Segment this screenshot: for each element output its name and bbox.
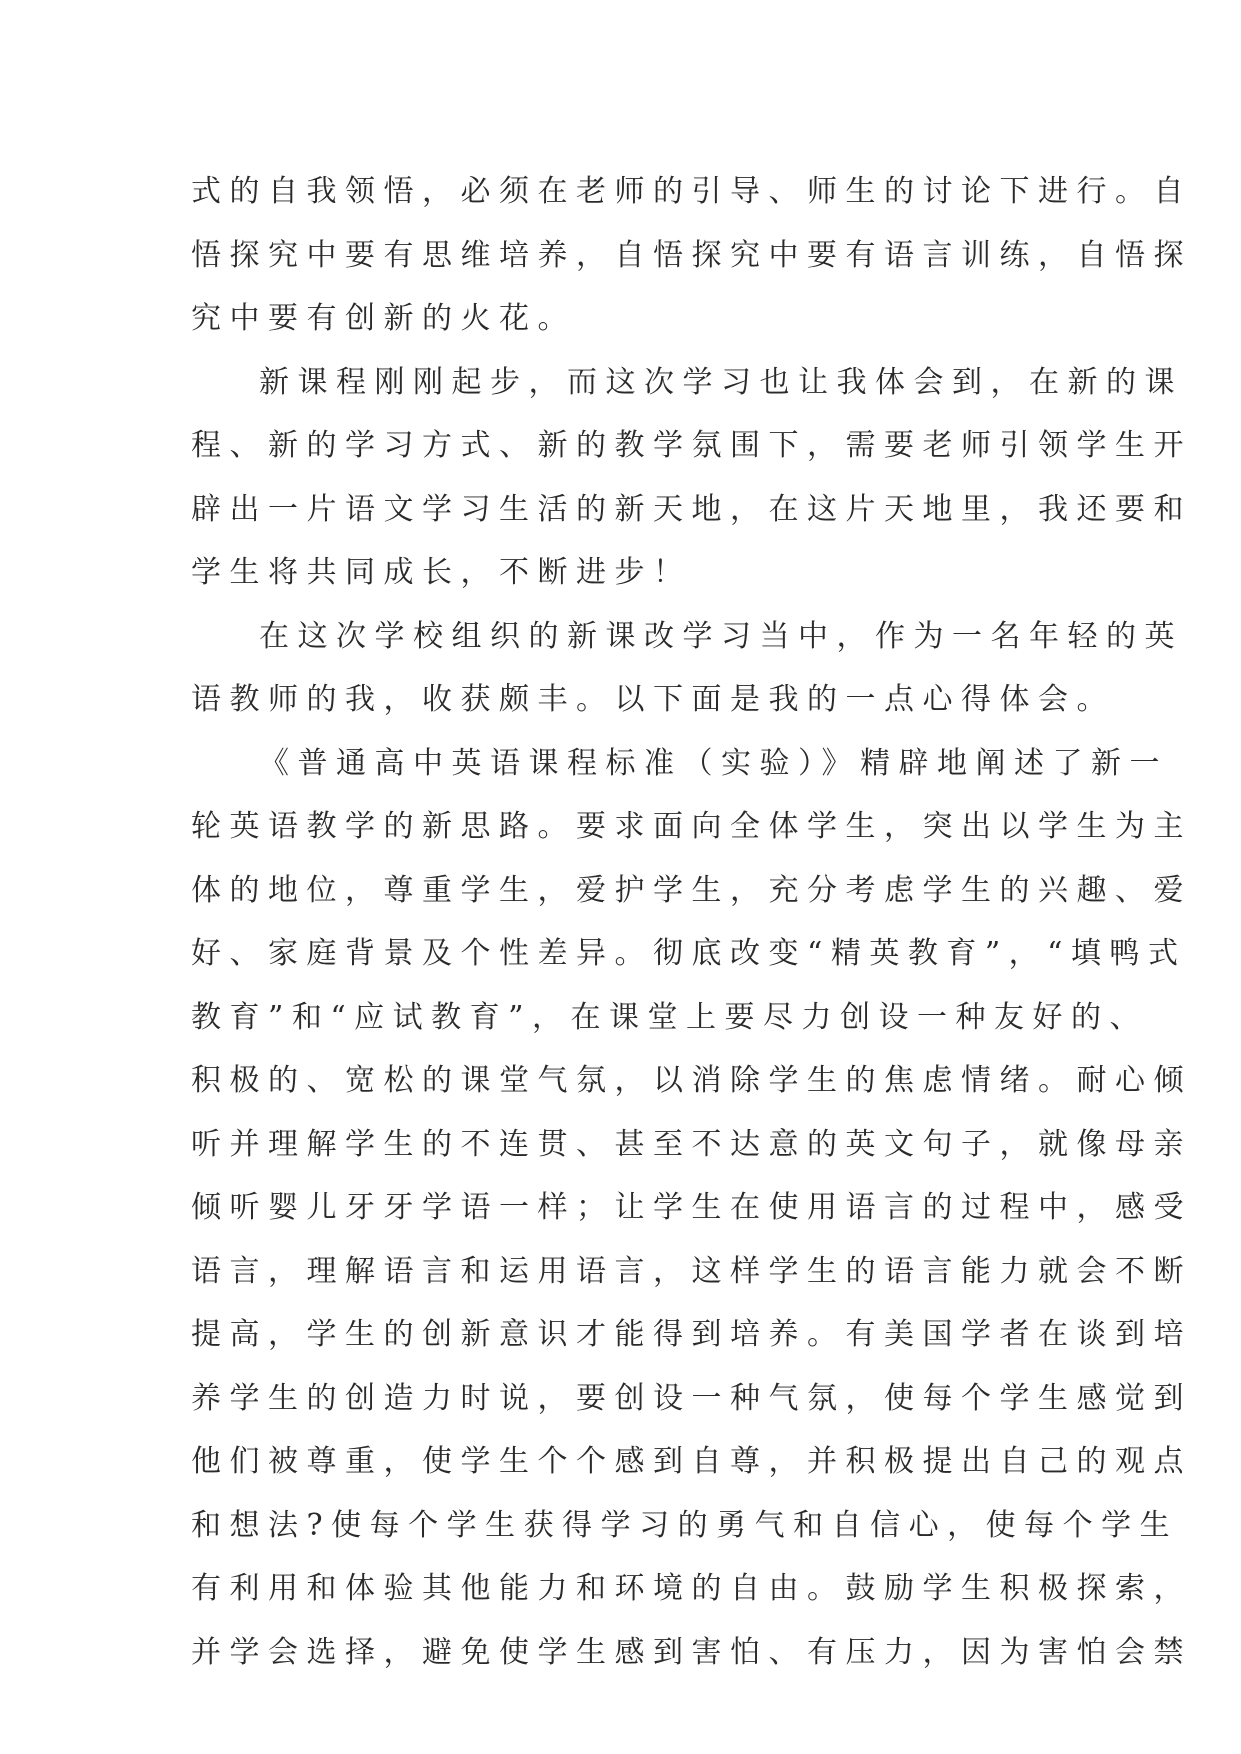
text-line: 式的自我领悟，必须在老师的引导、师生的讨论下进行。自 (191, 174, 1192, 209)
text-line: 积极的、宽松的课堂气氛，以消除学生的焦虑情绪。耐心倾 (191, 1063, 1192, 1098)
document-body (191, 160, 1192, 1684)
text-line: 好、家庭背景及个性差异。彻底改变“精英教育”，“填鸭式 (191, 936, 1187, 971)
paragraph-start-line: 在这次学校组织的新课改学习当中，作为一名年轻的英 (259, 618, 1183, 654)
text-line: 教育”和“应试教育”，在课堂上要尽力创设一种友好的、 (191, 999, 1149, 1035)
text-line: 悟探究中要有思维培养，自悟探究中要有语言训练，自悟探 (191, 237, 1192, 273)
text-line: 语言，理解语言和运用语言，这样学生的语言能力就会不断 (191, 1253, 1192, 1289)
paragraph-start-line: 新课程刚刚起步，而这次学习也让我体会到，在新的课 (259, 364, 1183, 400)
text-line: 他们被尊重，使学生个个感到自尊，并积极提出自己的观点 (191, 1444, 1192, 1479)
text-line: 程、新的学习方式、新的教学氛围下，需要老师引领学生开 (191, 428, 1192, 463)
text-line: 辟出一片语文学习生活的新天地，在这片天地里，我还要和 (191, 491, 1192, 527)
text-line: 听并理解学生的不连贯、甚至不达意的英文句子，就像母亲 (191, 1126, 1192, 1162)
text-line: 学生将共同成长，不断进步！ (191, 555, 692, 590)
text-line: 有利用和体验其他能力和环境的自由。鼓励学生积极探索， (191, 1571, 1192, 1606)
text-line: 并学会选择，避免使学生感到害怕、有压力，因为害怕会禁 (191, 1634, 1192, 1670)
text-line: 倾听婴儿牙牙学语一样；让学生在使用语言的过程中，感受 (191, 1190, 1192, 1225)
text-line: 和想法?使每个学生获得学习的勇气和自信心，使每个学生 (191, 1507, 1179, 1543)
text-line: 养学生的创造力时说，要创设一种气氛，使每个学生感觉到 (191, 1380, 1192, 1416)
text-line: 体的地位，尊重学生，爱护学生，充分考虑学生的兴趣、爱 (191, 872, 1192, 908)
text-line: 提高，学生的创新意识才能得到培养。有美国学者在谈到培 (191, 1317, 1192, 1352)
text-line: 语教师的我，收获颇丰。以下面是我的一点心得体会。 (191, 682, 1115, 717)
text-line: 轮英语教学的新思路。要求面向全体学生，突出以学生为主 (191, 809, 1192, 844)
paragraph-start-line: 《普通高中英语课程标准（实验）》精辟地阐述了新一 (259, 745, 1168, 781)
text-line: 究中要有创新的火花。 (191, 301, 576, 336)
